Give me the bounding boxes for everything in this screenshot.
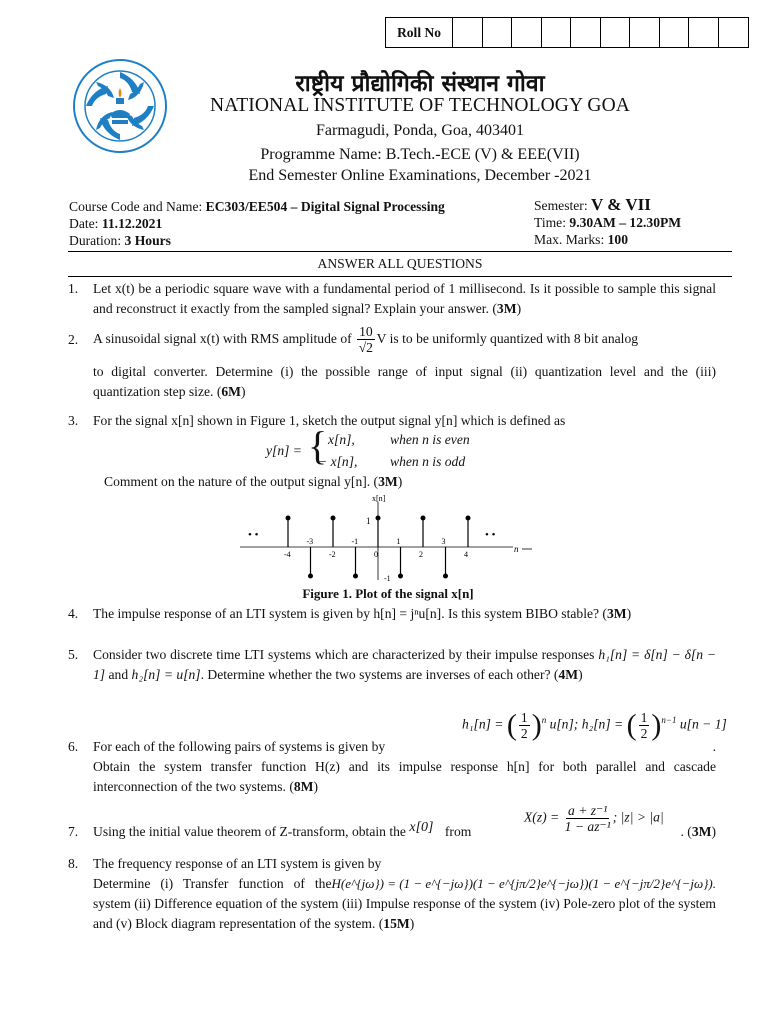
question-text: A sinusoidal signal x(t) with RMS amplitude of (93, 331, 352, 346)
institute-name: NATIONAL INSTITUTE OF TECHNOLOGY GOA (210, 95, 630, 116)
question-number: 2. (68, 332, 79, 347)
roll-cell (660, 18, 690, 47)
left-ellipsis-dots: • • (248, 529, 259, 541)
question-5: 5. Consider two discrete time LTI systems which are characterized by their impulse responses h₁[n] = δ[n] − δ[n − 1] and h₂[n] = u[n]. Determine whether the two systems are inverses of each other? (4M) (68, 647, 717, 682)
and-text: and (108, 667, 129, 682)
stem-marker (376, 516, 381, 521)
eq-lhs: y[n] = (266, 443, 302, 458)
marks-label: Max. Marks: (534, 232, 608, 247)
question-number: 3. (68, 413, 79, 428)
question-marks: 4M (558, 667, 579, 682)
date-label: Date: (69, 216, 102, 231)
institute-name-hindi: राष्ट्रीय प्रौद्योगिकी संस्थान गोवा (295, 71, 545, 97)
tick-label: -4 (284, 550, 291, 559)
h1-lhs: h₁[n] = (462, 716, 504, 732)
duration-value: 3 Hours (124, 233, 171, 248)
roc: ; |z| > |a| (612, 809, 664, 825)
question-marks: 15M (383, 916, 410, 931)
programme-name: Programme Name: B.Tech.-ECE (V) & EEE(VII) (260, 146, 580, 163)
roll-cell (512, 18, 542, 47)
question-number: 1. (68, 281, 79, 296)
h2-lhs: h₂[n] = (581, 716, 624, 732)
stem-marker (398, 574, 403, 579)
question-text: For the signal x[n] shown in Figure 1, sketch the output signal y[n] which is defined as (93, 413, 566, 428)
question-number: 7. (68, 824, 79, 839)
question-6: 6. For each of the following pairs of systems is given by . Obtain the system transfer function H(z) and its impulse response h[n] for both parallel and cascade interconnection of the two systems. (8M) (68, 739, 716, 794)
tick-label: 4 (464, 550, 468, 559)
question-7: 7. Using the initial value theorem of Z-transform, obtain the x[0] from . (3M) (68, 822, 716, 843)
tick-label: -2 (329, 550, 336, 559)
question-1: 1. Let x(t) be a periodic square wave with a fundamental period of 1 millisecond. Is it possible to sample this signal and reconstruct it exactly from the sampled signal? Explain your answer. (3M) (68, 281, 716, 316)
figure-caption: Figure 1. Plot of the signal x[n] (302, 586, 474, 601)
stem-marker (286, 516, 291, 521)
condition-2: when n is odd (390, 454, 466, 469)
marks-value: 100 (607, 232, 629, 247)
xz-numerator: a + z⁻¹ (568, 803, 608, 818)
x0-symbol: x[0] (409, 820, 434, 835)
time-value: 9.30AM – 12.30PM (569, 215, 682, 230)
frequency-response-equation: H(e^{jω}) = (1 − e^{−jω})(1 − e^{jπ/2}e^{−jω})(1 − e^{−jπ/2}e^{−jω}). (331, 876, 716, 891)
roll-cell (483, 18, 513, 47)
course-value: EC303/EE504 – Digital Signal Processing (205, 199, 445, 214)
xz-lhs: X(z) = (524, 809, 560, 825)
roll-cell (630, 18, 660, 47)
amplitude-label-positive: 1 (366, 516, 371, 526)
h2-equation: h₂[n] = u[n] (131, 667, 201, 682)
question-number: 4. (68, 606, 79, 621)
roll-cell (601, 18, 631, 47)
case-2: − x[n], (318, 454, 358, 469)
amplitude-label-negative: -1 (384, 574, 391, 583)
instruction: ANSWER ALL QUESTIONS (317, 256, 483, 271)
question-number: 8. (68, 856, 79, 871)
tick-label: -1 (351, 537, 359, 546)
question-2: 2. A sinusoidal signal x(t) with RMS amplitude of $\frac{10}{√2}$ V is to be uniformly quantized with 8 bit analog to digital converter. Determine (i) the possible range of input signal (ii) quantization level and the (iii) quantization step size. (6M) (68, 324, 716, 399)
question-marks: 8M (293, 779, 314, 794)
question-marks: 6M (221, 384, 241, 399)
tick-label: 0 (374, 550, 378, 559)
roll-number-box (385, 17, 749, 48)
case-1: x[n], (328, 432, 355, 447)
roll-cell (453, 18, 483, 47)
tick-label: 2 (419, 550, 423, 559)
question-marks: 3M (606, 606, 627, 621)
question-number: 6. (68, 739, 79, 754)
duration-label: Duration: (69, 233, 125, 248)
stem-marker (308, 574, 313, 579)
x-axis-label: n (514, 544, 519, 554)
stem-marker (443, 574, 448, 579)
brace: { (308, 423, 328, 468)
time-label: Time: (534, 215, 570, 230)
amplitude-fraction: $\frac{10}{√2}$ (358, 324, 373, 356)
h1-exponent: n (541, 715, 547, 726)
course-label: Course Code and Name: (69, 199, 206, 214)
tick-label: 1 (396, 537, 401, 546)
question-text-cont: to digital converter. Determine (i) the possible range of input signal (ii) quantization level and the (iii) quantization step size. ( (93, 364, 716, 399)
course-info (69, 198, 445, 249)
question-text: Let x(t) be a periodic square wave with a fundamental period of 1 millisecond. Is it possible to sample this signal and reconstruct it exactly from the sampled signal? Explain your answer. ( (93, 281, 716, 316)
q6-equations: h₁[n] = ( $\frac{1}{2}$ )$^n$ u[n]; h₂[n] = ( $\frac{1}{2}$ )$^{n-1}$ u[n − 1] (462, 708, 727, 742)
xz-denominator: 1 − az⁻¹ (564, 819, 611, 834)
condition-1: when n is even (390, 432, 470, 447)
question-text: The impulse response of an LTI system is given by h[n] = jⁿu[n]. Is this system BIBO stable? ( (93, 606, 607, 621)
institute-address: Farmagudi, Ponda, Goa, 403401 (316, 122, 524, 139)
question-text: Consider two discrete time LTI systems which are characterized by their impulse responses (93, 647, 595, 662)
exam-name: End Semester Online Examinations, December -2021 (248, 167, 592, 184)
divider-top (68, 251, 732, 252)
h2-exponent: n−1 (661, 715, 677, 726)
stem-marker (421, 516, 426, 521)
logo-text (72, 58, 168, 154)
question-text: For each of the following pairs of systems is given by (93, 739, 386, 754)
h1-rhs: u[n]; (549, 716, 579, 732)
stem-marker (466, 516, 471, 521)
roll-cell (719, 18, 749, 47)
question-marks: 3M (691, 824, 712, 839)
roll-cell (571, 18, 601, 47)
stem-marker (331, 516, 336, 521)
semester-label: Semester: (534, 198, 592, 213)
right-ellipsis-dots: • • (485, 529, 496, 541)
question-text: The frequency response of an LTI system is given by (93, 856, 382, 871)
question-8: 8. The frequency response of an LTI system is given by H(e^{jω}) = (1 − e^{−jω})(1 − e^{jπ/2}e^{−jω})(1 − e^{−jπ/2}e^{−jω}). Determine (i) Transfer function of the system (ii) Difference equation of the system (iii) Impulse response of the system (iv) Pole-zero plot of the system and (v) Block diagram representation of the system. (15M) (68, 856, 716, 931)
roll-cell (542, 18, 572, 47)
question-marks: 3M (496, 301, 517, 316)
question-3-comment: Comment on the nature of the output signal y[n]. (3M) (104, 474, 403, 489)
roll-cell (689, 18, 719, 47)
h2-rhs: u[n − 1] (679, 716, 727, 732)
from-text: from (444, 824, 472, 839)
question-number: 5. (68, 647, 79, 662)
exam-info (534, 196, 681, 248)
question-4: 4. The impulse response of an LTI system is given by h[n] = jⁿu[n]. Is this system BIBO stable? (3M) (68, 604, 716, 624)
h1-equation: h₁[n] = δ[n] − δ[n − 1] (93, 647, 717, 682)
tick-label: -3 (306, 537, 314, 546)
question-text-post: V is to be uniformly quantized with 8 bit analog (376, 331, 639, 346)
y-axis-label: x[n] (372, 494, 386, 503)
figure-1-stem-plot (238, 492, 538, 584)
stem-marker (353, 574, 358, 579)
semester-value: V & VII (591, 195, 651, 214)
divider-bottom (68, 276, 732, 277)
roll-number-label: Roll No (386, 18, 453, 47)
question-3 (68, 411, 716, 431)
question-text-cont: . Determine whether the two systems are inverses of each other? ( (200, 667, 559, 682)
tick-label: 3 (441, 537, 446, 546)
question-text: Using the initial value theorem of Z-transform, obtain the (93, 824, 406, 839)
question-text-cont: Determine (i) Transfer function of the system (ii) Difference equation of the system (iii) Impulse response of the system (iv) Pole-zero plot of the system and (v) Block diagram representation of the system. ( (93, 876, 716, 931)
question-text-cont: Obtain the system transfer function H(z) and its impulse response h[n] for both parallel and cascade interconnection of the two systems. ( (93, 759, 716, 794)
date-value: 11.12.2021 (101, 216, 163, 231)
